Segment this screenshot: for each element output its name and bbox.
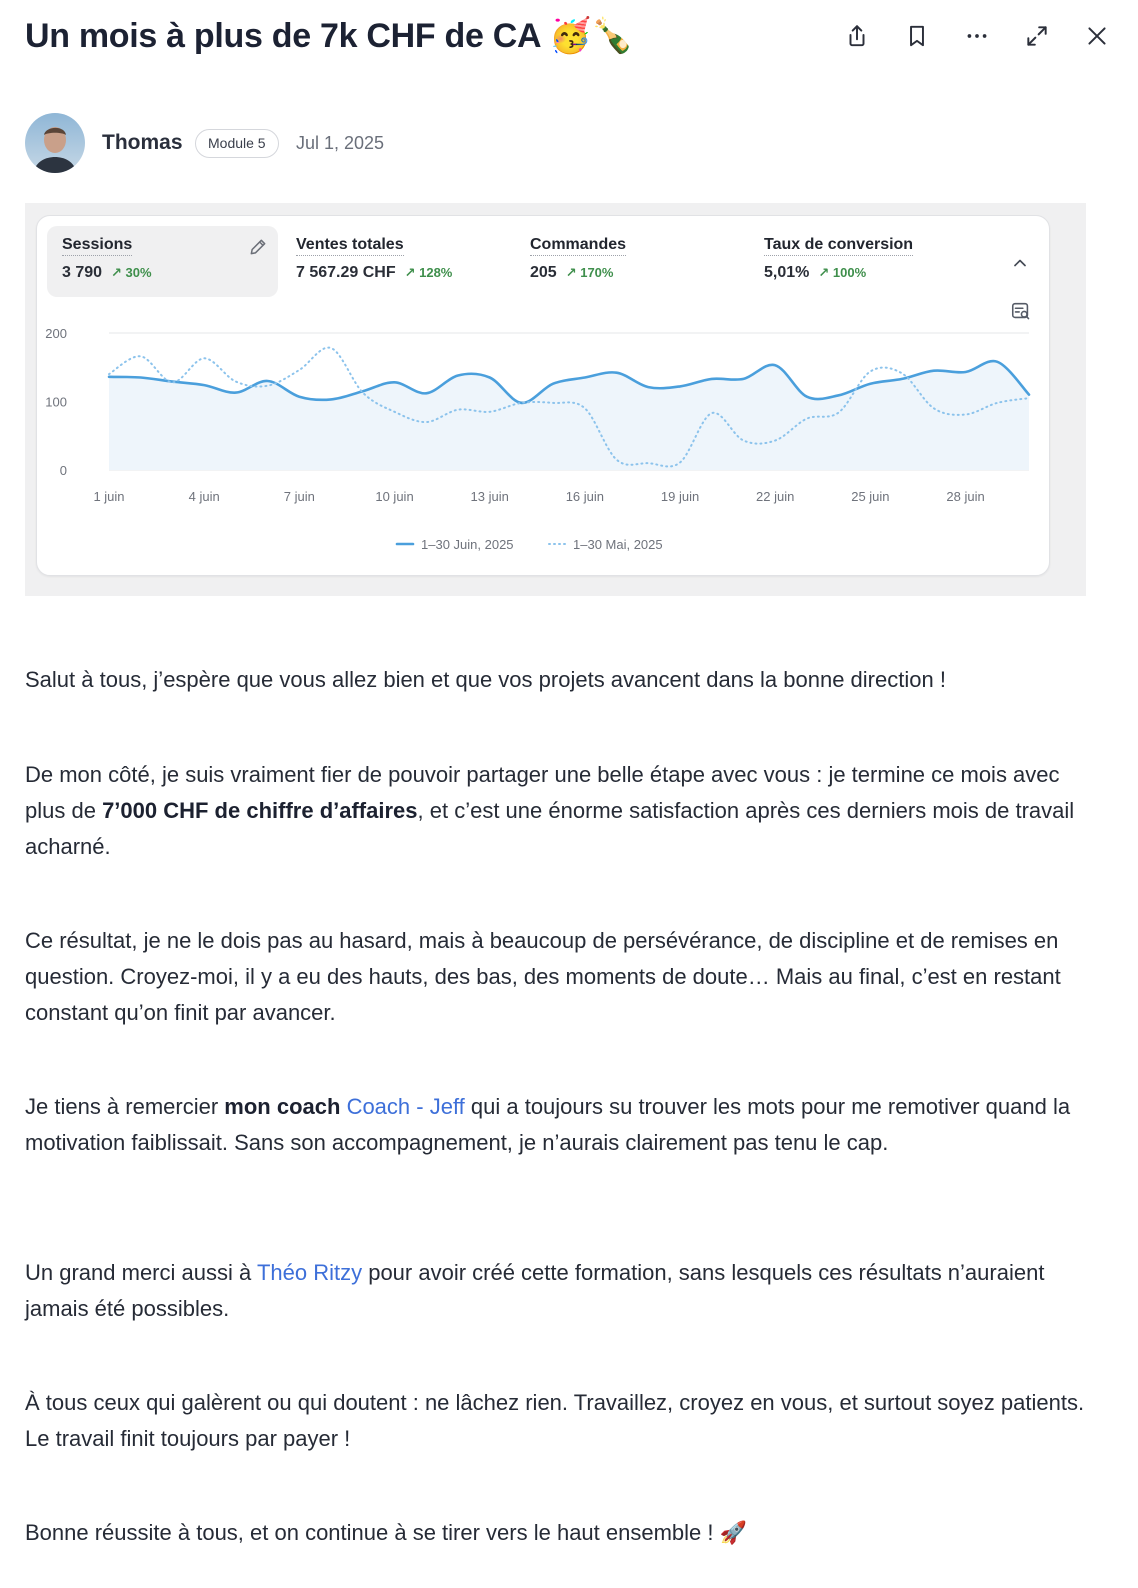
module-badge: Module 5 — [195, 129, 279, 158]
pencil-icon[interactable] — [248, 237, 268, 257]
metric-change: ↗ 128% — [404, 265, 453, 280]
x-tick-label: 13 juin — [470, 489, 509, 504]
paragraph: De mon côté, je suis vraiment fier de pouvoir partager une belle étape avec vous : je termine ce mois avec plus de 7’000 CHF de chiffre d’affaires, et c’est une énorme satisfaction après ces derniers mois de travail acharné. — [25, 762, 1075, 859]
x-tick-label: 25 juin — [851, 489, 890, 504]
paragraph: À tous ceux qui galèrent ou qui doutent : ne lâchez rien. Travaillez, croyez en vous, et surtout soyez patients. Le travail finit toujours par payer ! — [25, 1390, 1085, 1451]
paragraph: Je tiens à remercier mon coach Coach - Jeff qui a toujours su trouver les mots pour me remotiver quand la motivation faiblissait. Sans son accompagnement, je n’aurais clairement pas tenu le cap. — [25, 1094, 1071, 1155]
analytics-card — [36, 215, 1050, 576]
paragraph: Un grand merci aussi à Théo Ritzy pour avoir créé cette formation, sans lesquels ces résultats n’auraient jamais été possibles. — [25, 1260, 1045, 1321]
metric-value: 7 567.29 CHF — [296, 264, 396, 281]
close-icon — [1084, 23, 1110, 49]
metric-label: Commandes — [530, 236, 626, 256]
sessions-line-chart — [37, 316, 1049, 576]
metric-label: Taux de conversion — [764, 236, 913, 256]
post-date: Jul 1, 2025 — [296, 133, 385, 153]
paragraph: Salut à tous, j’espère que vous allez bien et que vos projets avancent dans la bonne direction ! — [25, 667, 946, 692]
post-title: Un mois à plus de 7k CHF de CA 🥳🍾 — [25, 17, 634, 55]
x-tick-label: 22 juin — [756, 489, 795, 504]
x-tick-label: 19 juin — [660, 489, 700, 504]
bookmark-icon — [904, 23, 930, 49]
author-name[interactable]: Thomas — [102, 131, 183, 154]
paragraph: Ce résultat, je ne le dois pas au hasard, mais à beaucoup de persévérance, de discipline et de remises en question. Croyez-moi, il y a eu des hauts, des bas, des moments de doute… Mais au final, c’est en restant constant qu’on finit par avancer. — [25, 928, 1061, 1025]
y-tick-label: 200 — [45, 326, 67, 341]
metric-label: Ventes totales — [296, 236, 404, 256]
author-row — [25, 113, 725, 173]
metric-value: 3 790 — [62, 264, 103, 281]
chart-image — [25, 203, 1086, 596]
close-button[interactable] — [1079, 18, 1115, 54]
metric-taux-conversion[interactable] — [749, 226, 980, 297]
coach-jeff-link[interactable]: Coach - Jeff — [346, 1094, 465, 1119]
paragraph: Bonne réussite à tous, et on continue à se tirer vers le haut ensemble ! 🚀 — [25, 1520, 748, 1545]
x-tick-label: 7 juin — [283, 489, 315, 504]
legend-label: 1–30 Juin, 2025 — [421, 537, 514, 552]
coach-mention: mon coach — [224, 1094, 341, 1119]
bookmark-button[interactable] — [899, 18, 935, 54]
x-tick-label: 28 juin — [946, 489, 985, 504]
metric-change: ↗ 30% — [111, 265, 152, 280]
y-tick-label: 0 — [59, 463, 67, 478]
metric-commandes[interactable] — [515, 226, 746, 297]
avatar[interactable] — [25, 113, 85, 173]
theo-ritzy-link[interactable]: Théo Ritzy — [256, 1260, 363, 1285]
share-button[interactable] — [839, 18, 875, 54]
share-icon — [844, 23, 870, 49]
x-tick-label: 1 juin — [93, 489, 125, 504]
more-icon — [964, 23, 990, 49]
legend-label: 1–30 Mai, 2025 — [573, 537, 663, 552]
revenue-highlight: 7’000 CHF de chiffre d’affaires — [102, 798, 418, 823]
metric-value: 205 — [530, 264, 557, 281]
y-tick-label: 100 — [45, 394, 67, 410]
metric-change: ↗ 100% — [818, 265, 867, 280]
x-tick-label: 4 juin — [188, 489, 220, 504]
x-tick-label: 10 juin — [375, 489, 414, 504]
x-tick-label: 16 juin — [565, 489, 605, 504]
metric-value: 5,01% — [764, 264, 810, 281]
expand-button[interactable] — [1019, 18, 1055, 54]
metric-ventes-totales[interactable] — [281, 226, 512, 297]
series-area — [109, 361, 1029, 470]
post-header — [25, 14, 1115, 62]
chevron-up-icon[interactable] — [1010, 253, 1030, 273]
metric-label: Sessions — [62, 236, 132, 256]
more-button[interactable] — [959, 18, 995, 54]
metric-sessions[interactable] — [47, 226, 278, 297]
metric-change: ↗ 170% — [565, 265, 614, 280]
post-actions — [839, 18, 1115, 54]
expand-icon — [1024, 23, 1050, 49]
